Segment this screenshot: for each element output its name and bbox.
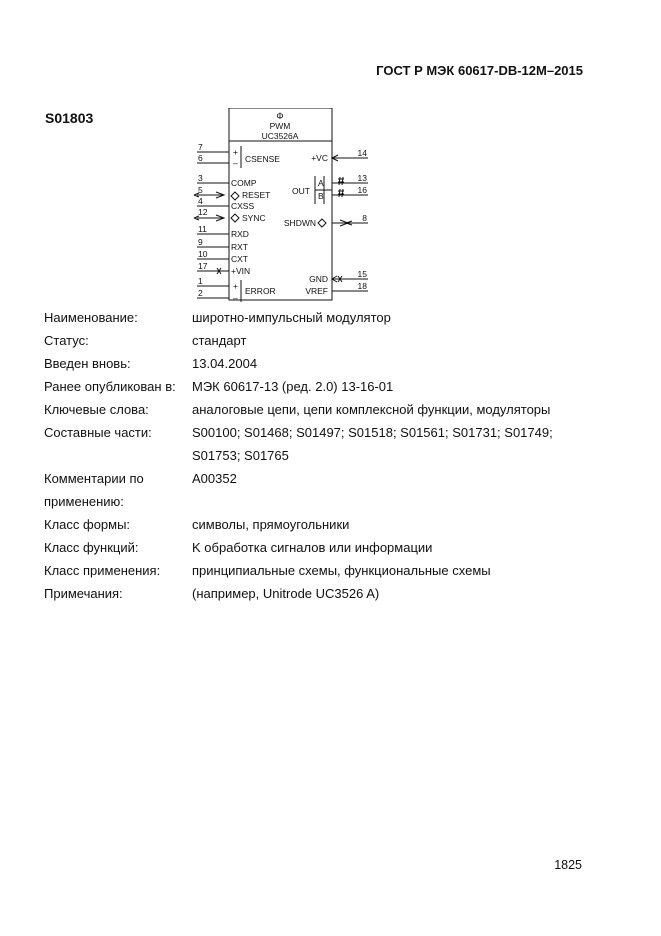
field-value: A00352 — [192, 471, 237, 486]
pin-label: CXT — [231, 254, 248, 264]
field-value: (например, Unitrode UC3526 A) — [192, 586, 380, 601]
pin-label: B — [318, 191, 324, 201]
error-label: ERROR — [245, 286, 276, 296]
pin-number: 2 — [198, 288, 203, 298]
symbol-attributes — [44, 306, 604, 605]
pin-label: VREF — [305, 286, 328, 296]
field-row — [44, 398, 604, 421]
field-row — [44, 421, 604, 467]
pin-label: SYNC — [242, 213, 266, 223]
field-value: принципиальные схемы, функциональные схемы — [192, 563, 491, 578]
standard-header: ГОСТ Р МЭК 60617-DB-12M–2015 — [376, 63, 583, 78]
page-number: 1825 — [554, 858, 582, 872]
field-value: K обработка сигналов или информации — [192, 540, 433, 555]
field-row — [44, 536, 604, 559]
pin-number: 15 — [357, 269, 367, 279]
field-row — [44, 559, 604, 582]
field-value: S00100; S01468; S01497; S01518; S01561; S01731; S01749; S01753; S01765 — [192, 425, 553, 463]
pin-label: A — [318, 178, 324, 188]
pin-number: 7 — [198, 142, 203, 152]
field-label: Класс применения: — [44, 563, 161, 578]
pin-number: 16 — [357, 185, 367, 195]
pin-number: 10 — [198, 249, 208, 259]
pin-label: COMP — [231, 178, 257, 188]
field-label: Статус: — [44, 333, 89, 348]
pin-number: 6 — [198, 153, 203, 163]
field-label: Примечания: — [44, 586, 123, 601]
pin-label: GND — [309, 274, 328, 284]
pin-label: RESET — [242, 190, 271, 200]
pin-label: – — [233, 293, 238, 303]
pin-number: 5 — [198, 185, 203, 195]
field-value: аналоговые цепи, цепи комплексной функции, модуляторы — [192, 402, 551, 417]
pin-number: 14 — [357, 148, 367, 158]
field-label: Класс формы: — [44, 517, 131, 532]
field-value: символы, прямоугольники — [192, 517, 350, 532]
pin-label: RXD — [231, 229, 249, 239]
part-number: UC3526A — [261, 131, 299, 141]
pin-number: 9 — [198, 237, 203, 247]
pin-number: 18 — [357, 281, 367, 291]
field-row — [44, 375, 604, 398]
pin-label: + — [233, 281, 238, 291]
pin-label: +VIN — [231, 266, 251, 276]
field-value: 13.04.2004 — [192, 356, 258, 371]
pin-label: RXT — [231, 242, 248, 252]
field-value: стандарт — [192, 333, 247, 348]
header-symbol: Φ — [276, 111, 284, 121]
field-row — [44, 352, 604, 375]
field-label: Комментарии по применению: — [44, 471, 144, 509]
field-label: Составные части: — [44, 425, 152, 440]
pin-label: CXSS — [231, 201, 255, 211]
field-label: Наименование: — [44, 310, 138, 325]
out-label: OUT — [292, 186, 310, 196]
symbol-id: S01803 — [45, 110, 94, 126]
field-row — [44, 513, 604, 536]
pin-number: 17 — [198, 261, 208, 271]
pin-number: 1 — [198, 276, 203, 286]
field-row — [44, 582, 604, 605]
field-label: Ранее опубликован в: — [44, 379, 176, 394]
field-label: Введен вновь: — [44, 356, 131, 371]
pin-number: 12 — [198, 207, 208, 217]
field-value: широтно-импульсный модулятор — [192, 310, 391, 325]
field-row — [44, 329, 604, 352]
pin-label: – — [233, 158, 238, 168]
pin-number: 3 — [198, 173, 203, 183]
field-label: Класс функций: — [44, 540, 139, 555]
field-row — [44, 306, 604, 329]
pin-label: + — [233, 147, 238, 157]
pin-number: 13 — [357, 173, 367, 183]
field-value: МЭК 60617-13 (ред. 2.0) 13-16-01 — [192, 379, 394, 394]
field-label: Ключевые слова: — [44, 402, 149, 417]
field-row — [44, 467, 604, 513]
pin-number: 11 — [198, 224, 207, 234]
pwm-symbol-diagram — [190, 108, 380, 303]
pin-number: 8 — [362, 213, 367, 223]
csense-label: CSENSE — [245, 154, 280, 164]
symbol-name: PWM — [269, 121, 291, 131]
pin-label: SHDWN — [283, 218, 316, 228]
pin-label: +VC — [311, 153, 328, 163]
pin-number: 4 — [198, 196, 203, 206]
